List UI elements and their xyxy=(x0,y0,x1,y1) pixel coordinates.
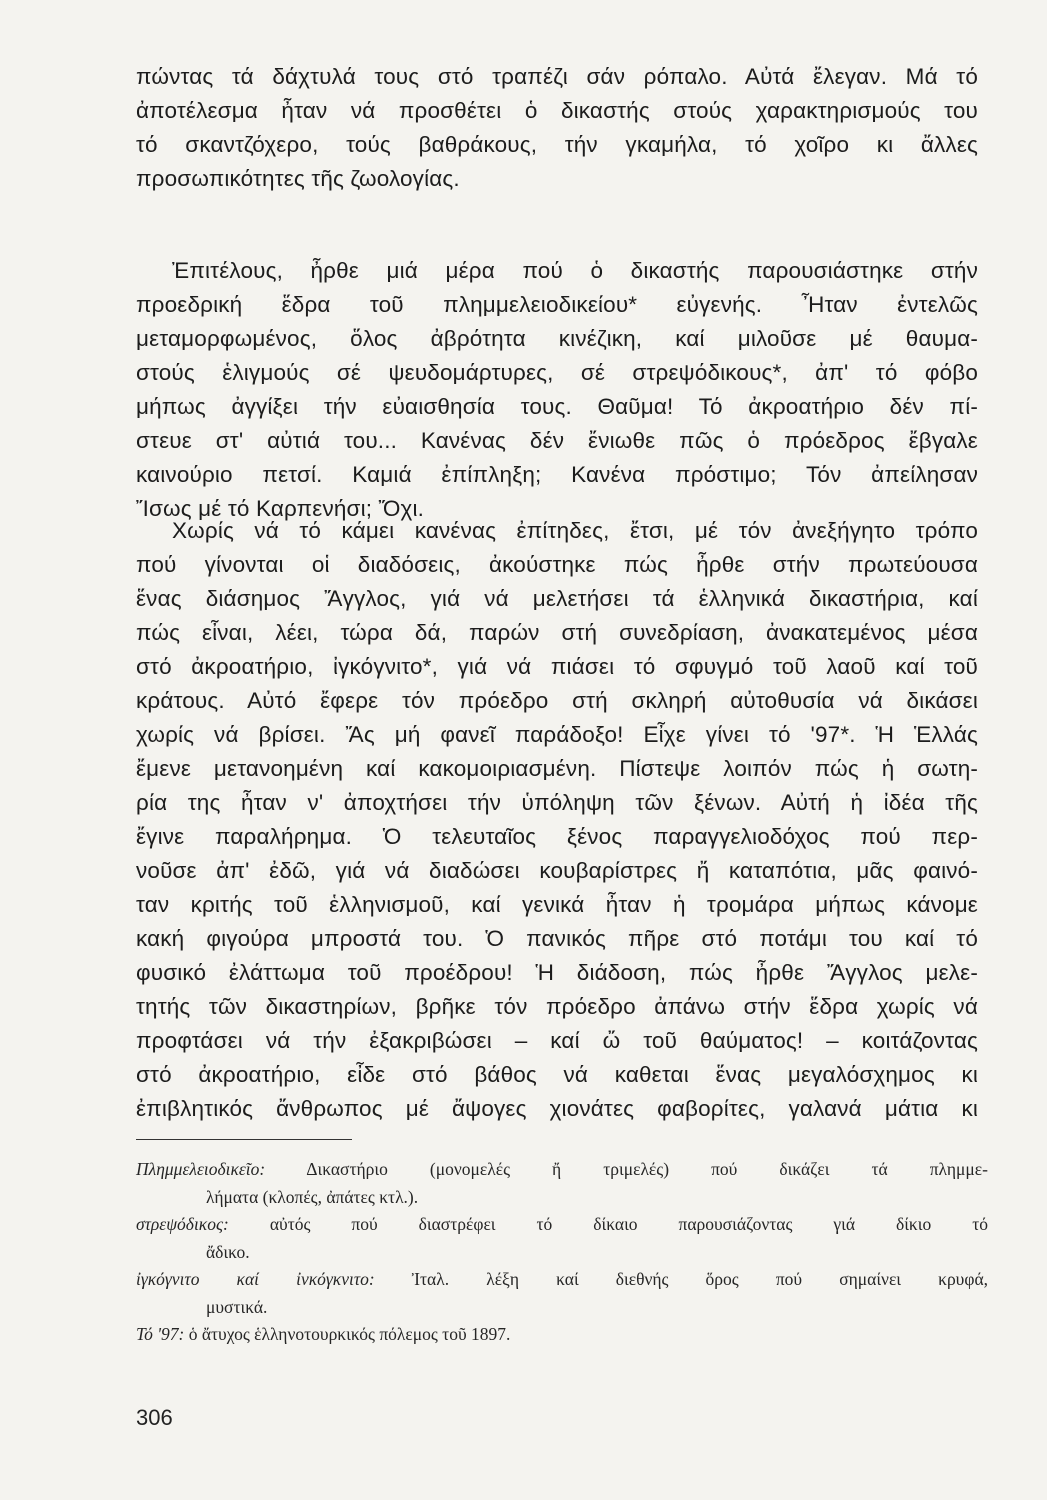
body-line: ἕνας διάσημος Ἄγγλος, γιά νά μελετήσει τά ἑλληνικά δικαστήρια, καί xyxy=(136,586,978,611)
footnote xyxy=(136,1212,988,1236)
body-line: ρία της ἦταν ν' ἀποχτήσει τήν ὑπόληψη τῶν ξένων. Αὐτή ἡ ἰδέα τῆς xyxy=(136,790,978,815)
footnote-term: Τό '97: xyxy=(136,1324,185,1344)
body-line: ἀποτέλεσμα ἦταν νά προσθέτει ὁ δικαστής στούς χαρακτηρισμούς του xyxy=(136,98,978,123)
footnote-term: στρεψόδικος: xyxy=(136,1214,229,1234)
body-line: καινούριο πετσί. Καμιά ἐπίπληξη; Κανένα πρόστιμο; Τόν ἀπείλησαν xyxy=(136,462,978,487)
footnote xyxy=(136,1267,988,1291)
footnote-text: αὐτός πού διαστρέφει τό δίκαιο παρουσιάζοντας γιά δίκιο τό xyxy=(269,1214,988,1234)
footnote xyxy=(136,1157,988,1181)
body-line: τητής τῶν δικαστηρίων, βρῆκε τόν πρόεδρο ἀπάνω στήν ἕδρα χωρίς νά xyxy=(136,994,978,1019)
footnote-text: Δικαστήριο (μονομελές ἤ τριμελές) πού δικάζει τά πλημμε- xyxy=(306,1159,988,1179)
body-line: μεταμορφωμένος, ὅλος ἀβρότητα κινέζικη, καί μιλοῦσε μέ θαυμα- xyxy=(136,326,978,351)
body-line: ἐπιβλητικός ἄνθρωπος μέ ἄψογες χιονάτες φαβορίτες, γαλανά μάτια κι xyxy=(136,1096,978,1121)
body-line: μήπως ἀγγίξει τήν εὐαισθησία τους. Θαῦμα! Τό ἀκροατήριο δέν πί- xyxy=(136,394,978,419)
body-line: κακή φιγούρα μπροστά του. Ὁ πανικός πῆρε στό ποτάμι του καί τό xyxy=(136,926,978,951)
body-line: προεδρική ἕδρα τοῦ πλημμελειοδικείου* εὐγενής. Ἦταν ἐντελῶς xyxy=(136,292,978,317)
body-line: Ἴσως μέ τό Καρπενήσι; Ὄχι. xyxy=(136,496,425,521)
body-line: χωρίς νά βρίσει. Ἄς μή φανεῖ παράδοξο! Εἶχε γίνει τό '97*. Ἡ Ἑλλάς xyxy=(136,722,978,747)
body-line: ἔγινε παραλήρημα. Ὁ τελευταῖος ξένος παραγγελιοδόχος πού περ- xyxy=(136,824,978,849)
body-line: στευε στ' αὐτιά του... Κανένας δέν ἔνιωθε πῶς ὁ πρόεδρος ἔβγαλε xyxy=(136,428,978,453)
body-line: πού γίνονται οἱ διαδόσεις, ἀκούστηκε πώς ἦρθε στήν πρωτεύουσα xyxy=(136,552,978,577)
body-line: Χωρίς νά τό κάμει κανένας ἐπίτηδες, ἔτσι, μέ τόν ἀνεξήγητο τρόπο xyxy=(172,518,978,543)
footnote-text: ὁ ἄτυχος ἑλληνοτουρκικός πόλεμος τοῦ 1897. xyxy=(188,1324,511,1344)
footnote xyxy=(136,1322,988,1346)
body-line: τό σκαντζόχερο, τούς βαθράκους, τήν γκαμήλα, τό χοῖρο κι ἄλλες xyxy=(136,132,978,157)
footnote-continuation: ἄδικο. xyxy=(206,1242,250,1262)
footnote-continuation: λήματα (κλοπές, ἀπάτες κτλ.). xyxy=(206,1187,419,1207)
body-line: στό ἀκροατήριο, ἰγκόγνιτο*, γιά νά πιάσει τό σφυγμό τοῦ λαοῦ καί τοῦ xyxy=(136,654,978,679)
footnote-text: Ἰταλ. λέξη καί διεθνής ὅρος πού σημαίνει κρυφά, xyxy=(411,1269,988,1289)
body-line: πώς εἶναι, λέει, τώρα δά, παρών στή συνεδρίαση, ἀνακατεμένος μέσα xyxy=(136,620,978,645)
body-line: στό ἀκροατήριο, εἶδε στό βάθος νά καθεται ἕνας μεγαλόσχημος κι xyxy=(136,1062,978,1087)
footnote-separator xyxy=(136,1139,352,1140)
page-number: 306 xyxy=(136,1405,173,1430)
body-line: Ἐπιτέλους, ἦρθε μιά μέρα πού ὁ δικαστής παρουσιάστηκε στήν xyxy=(172,258,978,283)
footnote-term: Πλημμελειοδικεῖο: xyxy=(136,1159,266,1179)
body-line: προφτάσει νά τήν ἐξακριβώσει – καί ὤ τοῦ θαύματος! – κοιτάζοντας xyxy=(136,1028,978,1053)
body-line: νοῦσε ἀπ' ἐδῶ, γιά νά διαδώσει κουβαρίστρες ἤ καταπότια, μᾶς φαινό- xyxy=(136,858,978,883)
body-line: κράτους. Αὐτό ἔφερε τόν πρόεδρο στή σκληρή αὐτοθυσία νά δικάσει xyxy=(136,688,978,713)
body-line: ταν κριτής τοῦ ἑλληνισμοῦ, καί γενικά ἦταν ἡ τρομάρα μήπως κάνομε xyxy=(136,892,978,917)
footnote-continuation: μυστικά. xyxy=(206,1297,268,1317)
footnote-term: ἰγκόγνιτο καί ἰνκόγκνιτο: xyxy=(136,1269,375,1289)
body-line: στούς ἑλιγμούς σέ ψευδομάρτυρες, σέ στρεψόδικους*, ἀπ' τό φόβο xyxy=(136,360,978,385)
body-line: ἔμενε μετανοημένη καί κακομοιριασμένη. Πίστεψε λοιπόν πώς ἡ σωτη- xyxy=(136,756,978,781)
body-line: πώντας τά δάχτυλά τους στό τραπέζι σάν ρόπαλο. Αὐτά ἔλεγαν. Μά τό xyxy=(136,64,978,89)
body-line: φυσικό ἐλάττωμα τοῦ προέδρου! Ἡ διάδοση, πώς ἦρθε Ἄγγλος μελε- xyxy=(136,960,978,985)
body-line: προσωπικότητες τῆς ζωολογίας. xyxy=(136,166,460,191)
